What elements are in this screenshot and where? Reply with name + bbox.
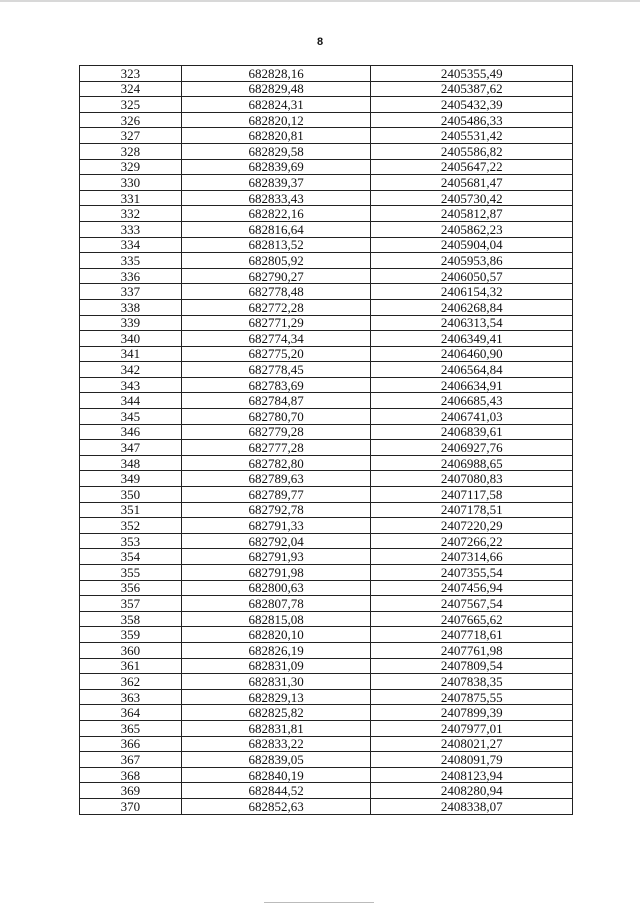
table-row [80,611,573,627]
x-coordinate-cell: 682771,29 [181,315,371,331]
table-row [80,533,573,549]
coordinates-table-body [80,66,573,815]
y-coordinate-cell: 2407718,61 [371,627,573,643]
table-row [80,720,573,736]
y-coordinate-cell: 2405812,87 [371,206,573,222]
y-coordinate-cell: 2406460,90 [371,346,573,362]
point-number-cell: 341 [80,346,182,362]
y-coordinate-cell: 2407875,55 [371,689,573,705]
table-row [80,128,573,144]
x-coordinate-cell: 682791,93 [181,549,371,565]
table-row [80,642,573,658]
table-row [80,331,573,347]
table-row [80,346,573,362]
x-coordinate-cell: 682822,16 [181,206,371,222]
x-coordinate-cell: 682844,52 [181,783,371,799]
x-coordinate-cell: 682829,13 [181,689,371,705]
y-coordinate-cell: 2408021,27 [371,736,573,752]
point-number-cell: 343 [80,377,182,393]
y-coordinate-cell: 2405486,33 [371,112,573,128]
x-coordinate-cell: 682784,87 [181,393,371,409]
y-coordinate-cell: 2405904,04 [371,237,573,253]
table-row [80,440,573,456]
x-coordinate-cell: 682816,64 [181,221,371,237]
table-row [80,112,573,128]
table-row [80,159,573,175]
table-row [80,143,573,159]
point-number-cell: 328 [80,143,182,159]
y-coordinate-cell: 2408091,79 [371,752,573,768]
point-number-cell: 347 [80,440,182,456]
table-row [80,221,573,237]
x-coordinate-cell: 682800,63 [181,580,371,596]
table-row [80,580,573,596]
table-row [80,206,573,222]
table-row [80,658,573,674]
table-row [80,284,573,300]
x-coordinate-cell: 682833,43 [181,190,371,206]
point-number-cell: 329 [80,159,182,175]
x-coordinate-cell: 682820,81 [181,128,371,144]
table-row [80,237,573,253]
table-row [80,752,573,768]
x-coordinate-cell: 682828,16 [181,66,371,82]
table-row [80,455,573,471]
x-coordinate-cell: 682826,19 [181,642,371,658]
y-coordinate-cell: 2406154,32 [371,284,573,300]
point-number-cell: 353 [80,533,182,549]
x-coordinate-cell: 682825,82 [181,705,371,721]
table-row [80,268,573,284]
y-coordinate-cell: 2407220,29 [371,518,573,534]
x-coordinate-cell: 682820,12 [181,112,371,128]
x-coordinate-cell: 682778,45 [181,362,371,378]
point-number-cell: 365 [80,720,182,736]
point-number-cell: 326 [80,112,182,128]
x-coordinate-cell: 682833,22 [181,736,371,752]
point-number-cell: 325 [80,97,182,113]
x-coordinate-cell: 682774,34 [181,331,371,347]
point-number-cell: 333 [80,221,182,237]
y-coordinate-cell: 2407899,39 [371,705,573,721]
point-number-cell: 332 [80,206,182,222]
point-number-cell: 369 [80,783,182,799]
y-coordinate-cell: 2407665,62 [371,611,573,627]
point-number-cell: 336 [80,268,182,284]
table-row [80,627,573,643]
table-row [80,596,573,612]
point-number-cell: 348 [80,455,182,471]
point-number-cell: 350 [80,487,182,503]
point-number-cell: 346 [80,424,182,440]
y-coordinate-cell: 2405862,23 [371,221,573,237]
y-coordinate-cell: 2407838,35 [371,674,573,690]
x-coordinate-cell: 682789,77 [181,487,371,503]
point-number-cell: 330 [80,175,182,191]
x-coordinate-cell: 682779,28 [181,424,371,440]
x-coordinate-cell: 682839,37 [181,175,371,191]
coordinates-table [79,65,573,815]
x-coordinate-cell: 682807,78 [181,596,371,612]
table-row [80,674,573,690]
table-row [80,190,573,206]
table-row [80,767,573,783]
table-row [80,393,573,409]
point-number-cell: 345 [80,409,182,425]
y-coordinate-cell: 2407117,58 [371,487,573,503]
x-coordinate-cell: 682839,69 [181,159,371,175]
point-number-cell: 367 [80,752,182,768]
y-coordinate-cell: 2406988,65 [371,455,573,471]
x-coordinate-cell: 682824,31 [181,97,371,113]
point-number-cell: 340 [80,331,182,347]
y-coordinate-cell: 2406634,91 [371,377,573,393]
table-row [80,518,573,534]
point-number-cell: 358 [80,611,182,627]
y-coordinate-cell: 2406927,76 [371,440,573,456]
point-number-cell: 337 [80,284,182,300]
y-coordinate-cell: 2407080,83 [371,471,573,487]
x-coordinate-cell: 682777,28 [181,440,371,456]
x-coordinate-cell: 682792,04 [181,533,371,549]
y-coordinate-cell: 2406839,61 [371,424,573,440]
x-coordinate-cell: 682831,81 [181,720,371,736]
point-number-cell: 334 [80,237,182,253]
point-number-cell: 357 [80,596,182,612]
y-coordinate-cell: 2407567,54 [371,596,573,612]
y-coordinate-cell: 2406349,41 [371,331,573,347]
table-row [80,377,573,393]
x-coordinate-cell: 682780,70 [181,409,371,425]
point-number-cell: 360 [80,642,182,658]
table-row [80,798,573,814]
table-row [80,471,573,487]
point-number-cell: 362 [80,674,182,690]
table-row [80,253,573,269]
x-coordinate-cell: 682791,33 [181,518,371,534]
table-row [80,97,573,113]
table-row [80,81,573,97]
x-coordinate-cell: 682805,92 [181,253,371,269]
point-number-cell: 364 [80,705,182,721]
table-row [80,549,573,565]
page-number: 8 [316,36,324,48]
y-coordinate-cell: 2405531,42 [371,128,573,144]
x-coordinate-cell: 682831,09 [181,658,371,674]
table-row [80,315,573,331]
table-row [80,299,573,315]
x-coordinate-cell: 682792,78 [181,502,371,518]
point-number-cell: 323 [80,66,182,82]
y-coordinate-cell: 2406564,84 [371,362,573,378]
point-number-cell: 356 [80,580,182,596]
y-coordinate-cell: 2407761,98 [371,642,573,658]
x-coordinate-cell: 682782,80 [181,455,371,471]
y-coordinate-cell: 2406313,54 [371,315,573,331]
table-row [80,689,573,705]
y-coordinate-cell: 2405953,86 [371,253,573,269]
table-row [80,502,573,518]
x-coordinate-cell: 682820,10 [181,627,371,643]
y-coordinate-cell: 2405730,42 [371,190,573,206]
point-number-cell: 363 [80,689,182,705]
point-number-cell: 331 [80,190,182,206]
y-coordinate-cell: 2408280,94 [371,783,573,799]
top-border [0,0,640,2]
y-coordinate-cell: 2408123,94 [371,767,573,783]
x-coordinate-cell: 682775,20 [181,346,371,362]
point-number-cell: 361 [80,658,182,674]
point-number-cell: 324 [80,81,182,97]
x-coordinate-cell: 682789,63 [181,471,371,487]
table-row [80,565,573,581]
y-coordinate-cell: 2408338,07 [371,798,573,814]
y-coordinate-cell: 2407977,01 [371,720,573,736]
y-coordinate-cell: 2405355,49 [371,66,573,82]
point-number-cell: 338 [80,299,182,315]
y-coordinate-cell: 2406268,84 [371,299,573,315]
table-row [80,487,573,503]
table-row [80,783,573,799]
point-number-cell: 359 [80,627,182,643]
point-number-cell: 355 [80,565,182,581]
point-number-cell: 354 [80,549,182,565]
table-row [80,66,573,82]
point-number-cell: 351 [80,502,182,518]
point-number-cell: 339 [80,315,182,331]
x-coordinate-cell: 682791,98 [181,565,371,581]
table-row [80,736,573,752]
table-row [80,424,573,440]
y-coordinate-cell: 2407809,54 [371,658,573,674]
y-coordinate-cell: 2405586,82 [371,143,573,159]
point-number-cell: 349 [80,471,182,487]
point-number-cell: 342 [80,362,182,378]
x-coordinate-cell: 682813,52 [181,237,371,253]
y-coordinate-cell: 2407314,66 [371,549,573,565]
y-coordinate-cell: 2406050,57 [371,268,573,284]
y-coordinate-cell: 2407266,22 [371,533,573,549]
y-coordinate-cell: 2405432,39 [371,97,573,113]
x-coordinate-cell: 682831,30 [181,674,371,690]
point-number-cell: 352 [80,518,182,534]
table-row [80,362,573,378]
y-coordinate-cell: 2406685,43 [371,393,573,409]
x-coordinate-cell: 682852,63 [181,798,371,814]
point-number-cell: 327 [80,128,182,144]
x-coordinate-cell: 682778,48 [181,284,371,300]
y-coordinate-cell: 2405387,62 [371,81,573,97]
x-coordinate-cell: 682815,08 [181,611,371,627]
y-coordinate-cell: 2407355,54 [371,565,573,581]
x-coordinate-cell: 682772,28 [181,299,371,315]
point-number-cell: 344 [80,393,182,409]
table-row [80,409,573,425]
table-row [80,175,573,191]
x-coordinate-cell: 682783,69 [181,377,371,393]
point-number-cell: 370 [80,798,182,814]
y-coordinate-cell: 2405647,22 [371,159,573,175]
point-number-cell: 366 [80,736,182,752]
x-coordinate-cell: 682829,48 [181,81,371,97]
y-coordinate-cell: 2407456,94 [371,580,573,596]
bottom-mark [264,902,374,903]
x-coordinate-cell: 682839,05 [181,752,371,768]
y-coordinate-cell: 2406741,03 [371,409,573,425]
y-coordinate-cell: 2407178,51 [371,502,573,518]
point-number-cell: 368 [80,767,182,783]
table-row [80,705,573,721]
x-coordinate-cell: 682829,58 [181,143,371,159]
point-number-cell: 335 [80,253,182,269]
y-coordinate-cell: 2405681,47 [371,175,573,191]
x-coordinate-cell: 682790,27 [181,268,371,284]
x-coordinate-cell: 682840,19 [181,767,371,783]
